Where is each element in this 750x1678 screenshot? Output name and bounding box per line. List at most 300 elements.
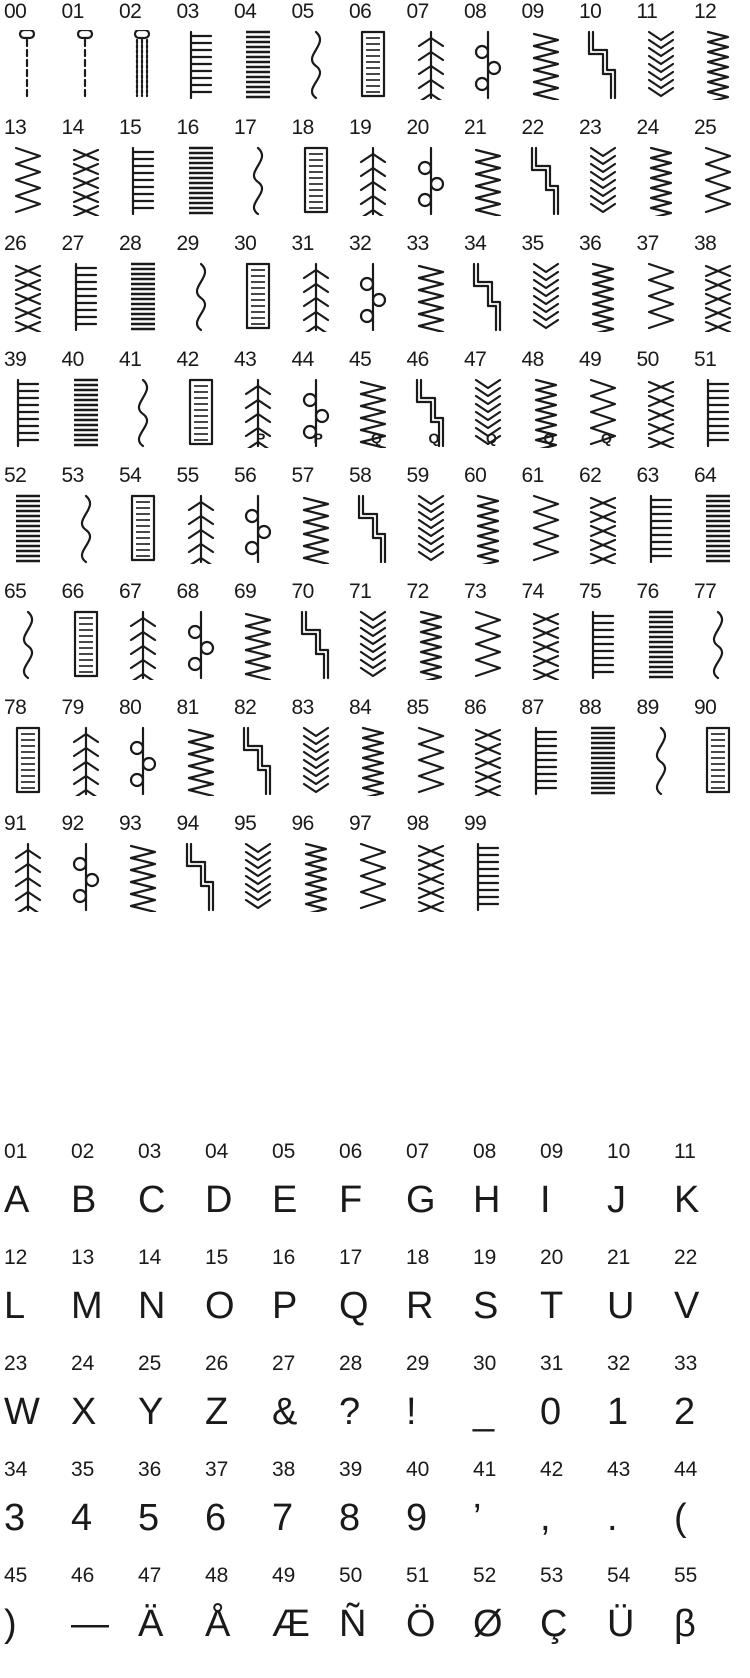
stitch-pattern-icon	[413, 262, 449, 337]
stitch-pattern-36	[579, 232, 631, 348]
stitch-pattern-icon	[700, 378, 736, 453]
stitch-pattern-icon	[700, 262, 736, 337]
character-glyph: C	[138, 1179, 166, 1221]
character-54	[607, 1564, 671, 1670]
character-number: 06	[339, 1140, 363, 1163]
stitch-pattern-91	[4, 812, 56, 928]
character-number: 49	[272, 1564, 296, 1587]
stitch-number: 15	[119, 116, 142, 139]
stitch-pattern-icon	[643, 726, 679, 801]
stitch-pattern-icon	[10, 842, 46, 917]
stitch-pattern-icon	[125, 610, 161, 685]
character-glyph: 7	[272, 1497, 294, 1539]
stitch-pattern-70	[292, 580, 344, 696]
stitch-pattern-07	[407, 0, 459, 116]
character-02	[71, 1140, 135, 1246]
stitch-pattern-92	[62, 812, 114, 928]
character-25	[138, 1352, 202, 1458]
character-55	[674, 1564, 738, 1670]
stitch-pattern-02	[119, 0, 171, 116]
character-number: 16	[272, 1246, 296, 1269]
character-08	[473, 1140, 537, 1246]
stitch-number: 38	[694, 232, 717, 255]
stitch-pattern-icon	[528, 610, 564, 685]
stitch-number: 25	[694, 116, 717, 139]
stitch-pattern-77	[694, 580, 746, 696]
character-05	[272, 1140, 336, 1246]
stitch-pattern-44	[292, 348, 344, 464]
stitch-number: 94	[176, 812, 199, 835]
character-glyph: T	[540, 1285, 564, 1327]
character-number: 42	[540, 1458, 564, 1481]
stitch-pattern-icon	[10, 494, 46, 569]
stitch-number: 72	[406, 580, 429, 603]
stitch-pattern-90	[694, 696, 746, 812]
stitch-number: 35	[521, 232, 544, 255]
stitch-pattern-icon	[528, 262, 564, 337]
stitch-pattern-icon	[355, 726, 391, 801]
character-glyph: ’	[473, 1497, 482, 1539]
character-06	[339, 1140, 403, 1246]
character-number: 47	[138, 1564, 162, 1587]
stitch-pattern-98	[407, 812, 459, 928]
character-16	[272, 1246, 336, 1352]
stitch-pattern-icon	[125, 842, 161, 917]
character-22	[674, 1246, 738, 1352]
stitch-number: 49	[579, 348, 602, 371]
stitch-pattern-32	[349, 232, 401, 348]
stitch-pattern-icon	[355, 146, 391, 221]
stitch-number: 75	[579, 580, 602, 603]
stitch-pattern-icon	[183, 494, 219, 569]
stitch-suffix-label: Q	[428, 430, 440, 446]
stitch-pattern-73	[464, 580, 516, 696]
stitch-pattern-71	[349, 580, 401, 696]
stitch-number: 41	[119, 348, 142, 371]
stitch-pattern-icon	[68, 494, 104, 569]
character-number: 23	[4, 1352, 28, 1375]
character-glyph: β	[674, 1603, 696, 1645]
character-17	[339, 1246, 403, 1352]
stitch-pattern-53	[62, 464, 114, 580]
stitch-pattern-icon	[470, 146, 506, 221]
stitch-number: 54	[119, 464, 142, 487]
character-glyph: ,	[540, 1497, 551, 1539]
stitch-pattern-49	[579, 348, 631, 464]
character-13	[71, 1246, 135, 1352]
stitch-pattern-40	[62, 348, 114, 464]
stitch-number: 66	[61, 580, 84, 603]
stitch-pattern-59	[407, 464, 459, 580]
character-glyph: Ø	[473, 1603, 503, 1645]
stitch-pattern-icon	[68, 842, 104, 917]
stitch-number: 03	[176, 0, 199, 23]
stitch-pattern-65	[4, 580, 56, 696]
stitch-pattern-icon	[528, 726, 564, 801]
stitch-pattern-icon	[528, 494, 564, 569]
stitch-pattern-icon	[68, 378, 104, 453]
stitch-pattern-06	[349, 0, 401, 116]
stitch-pattern-icon	[700, 146, 736, 221]
stitch-pattern-30	[234, 232, 286, 348]
stitch-pattern-icon	[585, 146, 621, 221]
character-09	[540, 1140, 604, 1246]
stitch-pattern-31	[292, 232, 344, 348]
stitch-number: 51	[694, 348, 717, 371]
stitch-number: 32	[349, 232, 372, 255]
stitch-pattern-04	[234, 0, 286, 116]
character-glyph: 4	[71, 1497, 93, 1539]
stitch-pattern-34	[464, 232, 516, 348]
character-53	[540, 1564, 604, 1670]
character-glyph: E	[272, 1179, 298, 1221]
character-number: 07	[406, 1140, 430, 1163]
character-23	[4, 1352, 68, 1458]
stitch-pattern-20	[407, 116, 459, 232]
character-number: 30	[473, 1352, 497, 1375]
stitch-pattern-icon	[125, 262, 161, 337]
stitch-pattern-84	[349, 696, 401, 812]
stitch-pattern-24	[637, 116, 689, 232]
stitch-number: 80	[119, 696, 142, 719]
stitch-suffix-label: Q	[371, 430, 382, 446]
stitch-number: 81	[176, 696, 199, 719]
stitch-pattern-99	[464, 812, 516, 928]
character-chart	[0, 1140, 750, 1678]
character-glyph: 0	[540, 1391, 562, 1433]
character-44	[674, 1458, 738, 1564]
stitch-pattern-icon	[183, 726, 219, 801]
stitch-pattern-icon	[528, 30, 564, 105]
stitch-pattern-icon	[700, 494, 736, 569]
stitch-pattern-03	[177, 0, 229, 116]
stitch-number: 00	[4, 0, 27, 23]
stitch-pattern-17	[234, 116, 286, 232]
stitch-pattern-icon	[298, 842, 334, 917]
stitch-pattern-76	[637, 580, 689, 696]
stitch-pattern-08	[464, 0, 516, 116]
stitch-pattern-96	[292, 812, 344, 928]
stitch-pattern-37	[637, 232, 689, 348]
character-number: 37	[205, 1458, 229, 1481]
character-number: 50	[339, 1564, 363, 1587]
stitch-pattern-icon	[240, 146, 276, 221]
stitch-pattern-icon	[10, 378, 46, 453]
character-glyph: H	[473, 1179, 501, 1221]
stitch-number: 05	[291, 0, 314, 23]
stitch-number: 63	[636, 464, 659, 487]
character-glyph: Ü	[607, 1603, 635, 1645]
stitch-pattern-icon	[298, 726, 334, 801]
character-number: 08	[473, 1140, 497, 1163]
stitch-pattern-icon	[700, 726, 736, 801]
character-24	[71, 1352, 135, 1458]
stitch-pattern-icon	[413, 146, 449, 221]
stitch-pattern-45	[349, 348, 401, 464]
character-10	[607, 1140, 671, 1246]
stitch-pattern-61	[522, 464, 574, 580]
stitch-pattern-18	[292, 116, 344, 232]
stitch-pattern-icon	[183, 262, 219, 337]
character-47	[138, 1564, 202, 1670]
stitch-pattern-icon	[470, 610, 506, 685]
stitch-pattern-85	[407, 696, 459, 812]
stitch-number: 67	[119, 580, 142, 603]
character-33	[674, 1352, 738, 1458]
stitch-number: 58	[349, 464, 372, 487]
stitch-number: 62	[579, 464, 602, 487]
character-glyph: Ç	[540, 1603, 568, 1645]
stitch-number: 71	[349, 580, 372, 603]
character-21	[607, 1246, 671, 1352]
character-glyph: V	[674, 1285, 700, 1327]
stitch-pattern-94	[177, 812, 229, 928]
character-30	[473, 1352, 537, 1458]
stitch-number: 78	[4, 696, 27, 719]
stitch-pattern-13	[4, 116, 56, 232]
stitch-pattern-74	[522, 580, 574, 696]
character-number: 01	[4, 1140, 28, 1163]
stitch-number: 60	[464, 464, 487, 487]
stitch-pattern-27	[62, 232, 114, 348]
stitch-pattern-11	[637, 0, 689, 116]
stitch-pattern-icon	[10, 610, 46, 685]
stitch-number: 18	[291, 116, 314, 139]
stitch-pattern-icon	[183, 842, 219, 917]
stitch-pattern-icon	[125, 378, 161, 453]
stitch-pattern-10	[579, 0, 631, 116]
stitch-pattern-95	[234, 812, 286, 928]
character-43	[607, 1458, 671, 1564]
stitch-number: 23	[579, 116, 602, 139]
stitch-number: 69	[234, 580, 257, 603]
character-15	[205, 1246, 269, 1352]
stitch-number: 76	[636, 580, 659, 603]
character-19	[473, 1246, 537, 1352]
character-number: 28	[339, 1352, 363, 1375]
stitch-pattern-icon	[125, 30, 161, 105]
character-glyph: 9	[406, 1497, 428, 1539]
stitch-pattern-icon	[68, 610, 104, 685]
character-glyph: O	[205, 1285, 235, 1327]
character-number: 22	[674, 1246, 698, 1269]
stitch-pattern-38	[694, 232, 746, 348]
character-glyph: A	[4, 1179, 30, 1221]
character-04	[205, 1140, 269, 1246]
stitch-pattern-icon	[240, 842, 276, 917]
stitch-pattern-icon	[298, 146, 334, 221]
stitch-number: 90	[694, 696, 717, 719]
stitch-pattern-58	[349, 464, 401, 580]
stitch-number: 47	[464, 348, 487, 371]
stitch-pattern-21	[464, 116, 516, 232]
stitch-pattern-icon	[413, 842, 449, 917]
stitch-pattern-icon	[183, 378, 219, 453]
stitch-number: 48	[521, 348, 544, 371]
stitch-number: 57	[291, 464, 314, 487]
stitch-pattern-icon	[298, 262, 334, 337]
stitch-pattern-43	[234, 348, 286, 464]
character-glyph: Z	[205, 1391, 229, 1433]
stitch-pattern-icon	[355, 30, 391, 105]
stitch-pattern-icon	[10, 146, 46, 221]
stitch-number: 43	[234, 348, 257, 371]
stitch-number: 87	[521, 696, 544, 719]
stitch-number: 88	[579, 696, 602, 719]
character-number: 02	[71, 1140, 95, 1163]
stitch-suffix-label: P	[256, 430, 266, 446]
stitch-number: 53	[61, 464, 84, 487]
character-number: 48	[205, 1564, 229, 1587]
stitch-pattern-icon	[355, 842, 391, 917]
stitch-number: 13	[4, 116, 27, 139]
stitch-pattern-icon	[413, 726, 449, 801]
stitch-number: 82	[234, 696, 257, 719]
stitch-number: 91	[4, 812, 27, 835]
stitch-pattern-icon	[355, 610, 391, 685]
character-glyph: M	[71, 1285, 103, 1327]
stitch-pattern-icon	[585, 610, 621, 685]
stitch-pattern-28	[119, 232, 171, 348]
stitch-suffix-label: Q	[601, 430, 612, 446]
stitch-pattern-39	[4, 348, 56, 464]
stitch-number: 10	[579, 0, 602, 23]
stitch-number: 26	[4, 232, 27, 255]
stitch-pattern-29	[177, 232, 229, 348]
stitch-number: 79	[61, 696, 84, 719]
stitch-number: 97	[349, 812, 372, 835]
character-number: 03	[138, 1140, 162, 1163]
stitch-pattern-25	[694, 116, 746, 232]
character-glyph: 3	[4, 1497, 26, 1539]
stitch-number: 12	[694, 0, 717, 23]
character-number: 21	[607, 1246, 631, 1269]
stitch-pattern-icon	[355, 494, 391, 569]
character-glyph: X	[71, 1391, 97, 1433]
stitch-number: 52	[4, 464, 27, 487]
character-glyph: .	[607, 1497, 618, 1539]
character-number: 55	[674, 1564, 698, 1587]
stitch-pattern-78	[4, 696, 56, 812]
stitch-number: 37	[636, 232, 659, 255]
character-number: 27	[272, 1352, 296, 1375]
stitch-pattern-09	[522, 0, 574, 116]
stitch-pattern-46	[407, 348, 459, 464]
character-glyph: L	[4, 1285, 26, 1327]
stitch-pattern-82	[234, 696, 286, 812]
character-26	[205, 1352, 269, 1458]
stitch-pattern-icon	[125, 146, 161, 221]
stitch-pattern-87	[522, 696, 574, 812]
stitch-pattern-icon	[68, 262, 104, 337]
character-number: 17	[339, 1246, 363, 1269]
character-number: 34	[4, 1458, 28, 1481]
stitch-pattern-80	[119, 696, 171, 812]
stitch-number: 16	[176, 116, 199, 139]
stitch-pattern-05	[292, 0, 344, 116]
character-glyph: &	[272, 1391, 298, 1433]
character-number: 09	[540, 1140, 564, 1163]
stitch-pattern-22	[522, 116, 574, 232]
stitch-number: 99	[464, 812, 487, 835]
stitch-pattern-icon	[643, 378, 679, 453]
stitch-number: 73	[464, 580, 487, 603]
character-number: 46	[71, 1564, 95, 1587]
character-glyph: Ä	[138, 1603, 164, 1645]
character-glyph: N	[138, 1285, 166, 1327]
stitch-number: 96	[291, 812, 314, 835]
stitch-pattern-62	[579, 464, 631, 580]
stitch-pattern-14	[62, 116, 114, 232]
stitch-pattern-57	[292, 464, 344, 580]
character-glyph: (	[674, 1497, 687, 1539]
stitch-number: 92	[61, 812, 84, 835]
stitch-number: 68	[176, 580, 199, 603]
stitch-pattern-icon	[10, 726, 46, 801]
character-49	[272, 1564, 336, 1670]
character-number: 14	[138, 1246, 162, 1269]
stitch-number: 07	[406, 0, 429, 23]
character-11	[674, 1140, 738, 1246]
stitch-pattern-icon	[125, 494, 161, 569]
stitch-pattern-icon	[643, 494, 679, 569]
character-51	[406, 1564, 470, 1670]
stitch-pattern-icon	[183, 610, 219, 685]
character-32	[607, 1352, 671, 1458]
stitch-number: 29	[176, 232, 199, 255]
stitch-pattern-icon	[183, 30, 219, 105]
character-glyph: U	[607, 1285, 635, 1327]
character-glyph: B	[71, 1179, 97, 1221]
character-glyph: Ö	[406, 1603, 436, 1645]
stitch-pattern-00	[4, 0, 56, 116]
stitch-pattern-icon	[240, 262, 276, 337]
stitch-pattern-icon	[700, 30, 736, 105]
character-41	[473, 1458, 537, 1564]
stitch-pattern-12	[694, 0, 746, 116]
character-glyph: —	[71, 1603, 109, 1645]
character-number: 10	[607, 1140, 631, 1163]
character-glyph: S	[473, 1285, 499, 1327]
stitch-suffix-label: P	[313, 430, 323, 446]
stitch-number: 34	[464, 232, 487, 255]
stitch-number: 39	[4, 348, 27, 371]
character-glyph: ?	[339, 1391, 361, 1433]
stitch-number: 83	[291, 696, 314, 719]
stitch-pattern-93	[119, 812, 171, 928]
stitch-number: 33	[406, 232, 429, 255]
stitch-suffix-label: Q	[543, 430, 555, 446]
stitch-number: 59	[406, 464, 429, 487]
character-number: 41	[473, 1458, 497, 1481]
stitch-number: 14	[61, 116, 84, 139]
stitch-pattern-icon	[68, 30, 104, 105]
stitch-number: 06	[349, 0, 372, 23]
stitch-pattern-icon	[528, 146, 564, 221]
character-34	[4, 1458, 68, 1564]
character-29	[406, 1352, 470, 1458]
stitch-pattern-icon	[470, 494, 506, 569]
stitch-pattern-icon	[10, 262, 46, 337]
stitch-pattern-83	[292, 696, 344, 812]
character-number: 40	[406, 1458, 430, 1481]
stitch-pattern-97	[349, 812, 401, 928]
character-glyph: W	[4, 1391, 40, 1433]
stitch-pattern-icon	[240, 494, 276, 569]
stitch-pattern-icon	[413, 494, 449, 569]
character-number: 52	[473, 1564, 497, 1587]
character-number: 36	[138, 1458, 162, 1481]
